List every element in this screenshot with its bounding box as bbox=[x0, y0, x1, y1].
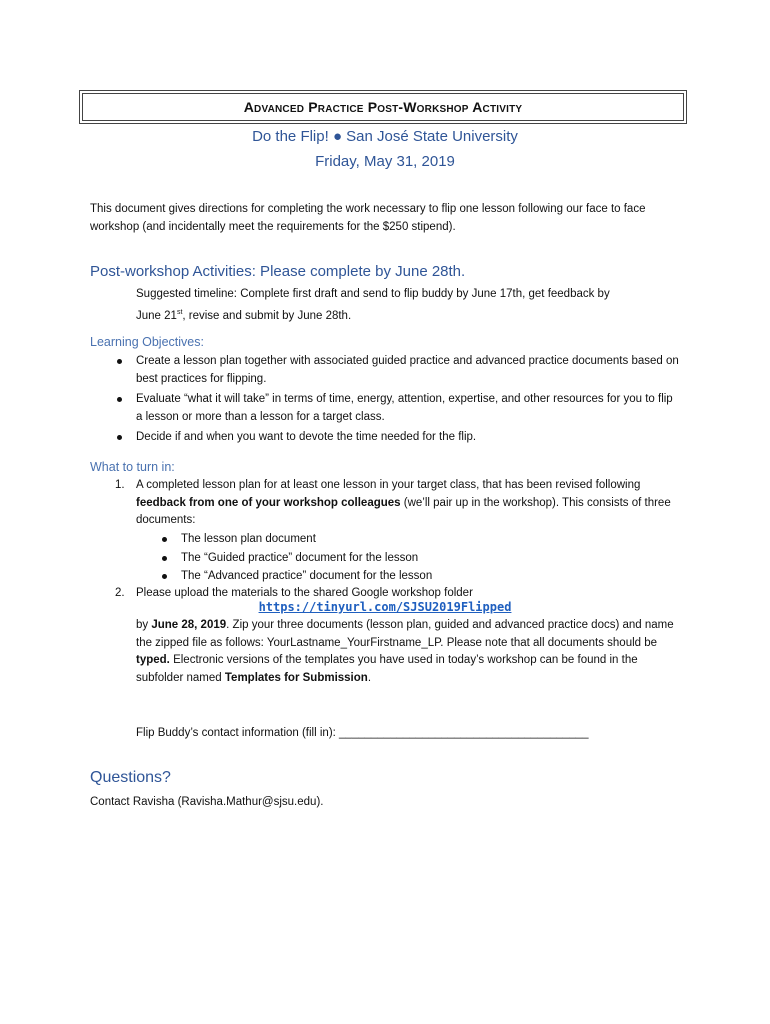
list-item-text: Evaluate “what it will take” in terms of time, energy, attention, expertise, and other resources for you to flip a lesson or more than a lesson for a target class. bbox=[136, 393, 673, 423]
list-item-text: Decide if and when you want to devote the time needed for the flip. bbox=[136, 431, 477, 443]
bullet-icon bbox=[162, 556, 167, 561]
turn-in-list bbox=[115, 477, 681, 530]
list-item bbox=[181, 531, 681, 549]
sub-item-text: The “Guided practice” document for the lesson bbox=[181, 551, 419, 564]
suggested-timeline bbox=[136, 286, 676, 325]
subtitle-line-2: Friday, May 31, 2019 bbox=[315, 153, 455, 170]
item2-text-a: Please upload the materials to the shared Google workshop folder bbox=[136, 587, 473, 599]
learning-objectives-heading: Learning Objectives: bbox=[90, 335, 204, 349]
item2-text-pre: by bbox=[136, 619, 152, 631]
flip-buddy-contact-field[interactable]: Flip Buddy’s contact information (fill in): _______________________________________ bbox=[136, 727, 589, 739]
bullet-icon bbox=[117, 397, 122, 402]
item1-text-a: A completed lesson plan for at least one lesson in your target class, that has been revised following bbox=[136, 479, 641, 491]
list-item bbox=[181, 550, 681, 568]
what-to-turn-in-heading: What to turn in: bbox=[90, 460, 175, 474]
list-item bbox=[181, 568, 681, 586]
bullet-icon bbox=[162, 537, 167, 542]
google-folder-link[interactable]: https://tinyurl.com/SJSU2019Flipped bbox=[258, 600, 512, 614]
timeline-text-c: , revise and submit by June 28th. bbox=[182, 309, 352, 322]
title-box bbox=[82, 93, 684, 121]
item2-continued bbox=[136, 617, 676, 687]
post-workshop-heading: Post-workshop Activities: Please complete by June 28th. bbox=[90, 263, 466, 280]
bullet-icon bbox=[162, 574, 167, 579]
list-item bbox=[136, 391, 681, 426]
sub-item-text: The “Advanced practice” document for the lesson bbox=[181, 570, 433, 582]
list-item bbox=[136, 353, 681, 388]
document-title: Advanced Practice Post-Workshop Activity bbox=[243, 99, 523, 115]
item1-bold: feedback from one of your workshop colleagues bbox=[136, 496, 401, 509]
item1-text-b: (we’ll pair up in the workshop). This consists of three documents: bbox=[136, 496, 671, 526]
bullet-icon bbox=[117, 435, 122, 440]
intro-paragraph: This document gives directions for completing the work necessary to flip one lesson following our face to face workshop (and incidentally meet the requirements for the $250 stipend). bbox=[90, 203, 646, 233]
list-item bbox=[115, 477, 681, 530]
list-number: 1. bbox=[115, 479, 125, 491]
sub-item-text: The lesson plan document bbox=[181, 533, 316, 545]
list-number: 2. bbox=[115, 587, 125, 599]
item2-date-bold: June 28, 2019 bbox=[151, 619, 227, 631]
item2-typed-bold: typed. bbox=[136, 654, 170, 666]
subtitle-line-1: Do the Flip! ● San José State University bbox=[252, 128, 518, 145]
timeline-sup: st bbox=[176, 308, 183, 316]
item2-text-end: . bbox=[367, 671, 372, 684]
item2-text-b: . Zip your three documents (lesson plan, guided and advanced practice docs) and name the zipped file as follows: YourLastname_YourFirstname_LP. Please note that all documents should be bbox=[136, 619, 674, 649]
item2-text-c: Electronic versions of the templates you have used in today’s workshop can be found in the subfolder named bbox=[136, 654, 638, 684]
list-item-text: Create a lesson plan together with associated guided practice and advanced practice documents based on best practices for flipping. bbox=[136, 355, 679, 385]
contact-text: Contact Ravisha (Ravisha.Mathur@sjsu.edu). bbox=[90, 796, 324, 808]
list-item bbox=[136, 429, 681, 447]
timeline-text-b: June 21 bbox=[136, 309, 177, 322]
timeline-text-a: Suggested timeline: Complete first draft and send to flip buddy by June 17th, get feedback by bbox=[136, 288, 610, 300]
item2-templates-bold: Templates for Submission bbox=[224, 671, 368, 684]
bullet-icon bbox=[117, 359, 122, 364]
learning-objectives-list bbox=[136, 353, 681, 447]
turn-in-sublist bbox=[181, 531, 681, 586]
questions-heading: Questions? bbox=[90, 769, 171, 786]
